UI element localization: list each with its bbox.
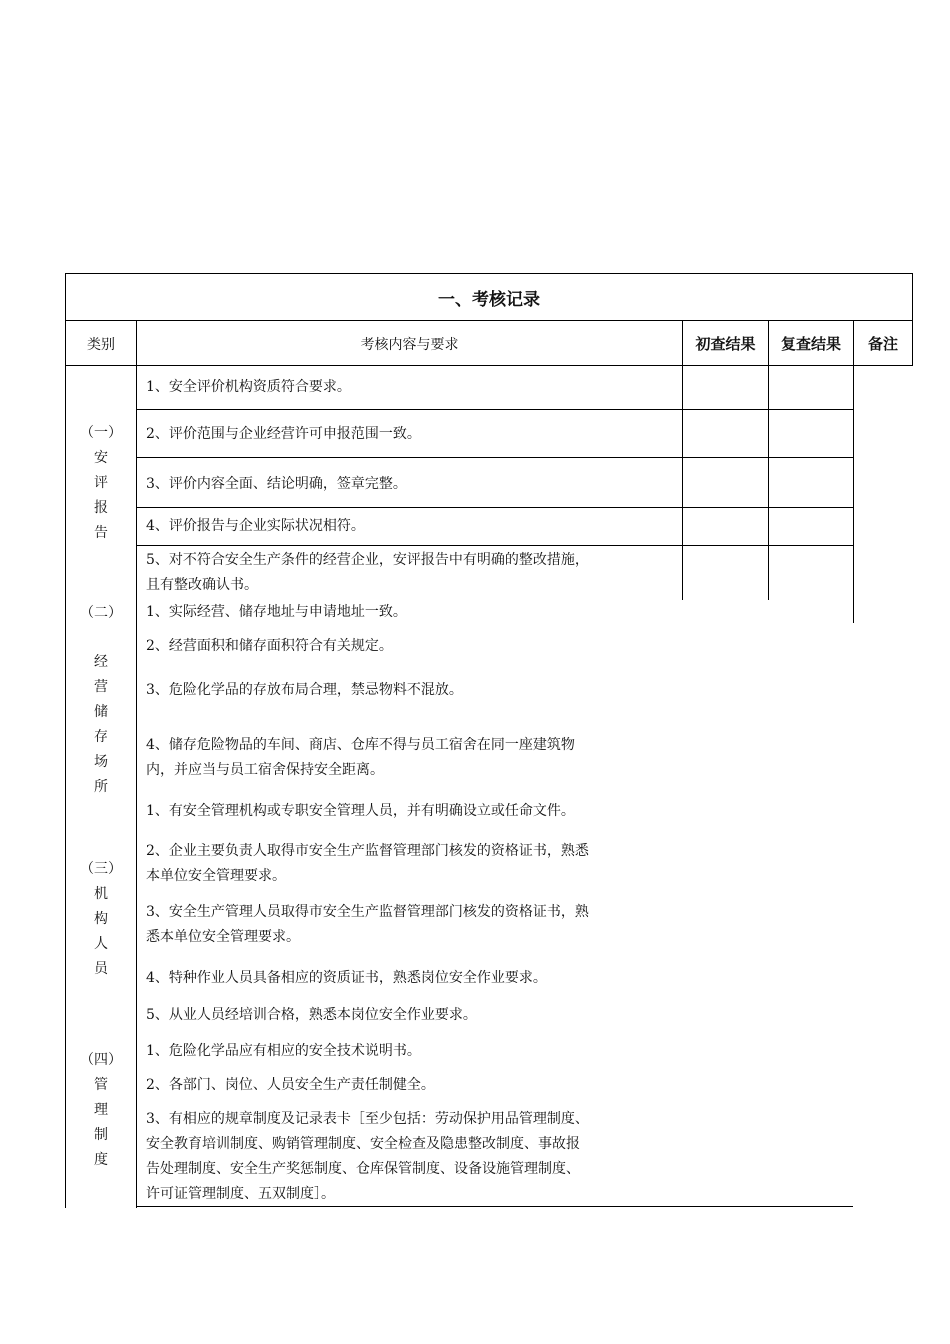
category-char: 构 (94, 911, 108, 927)
category-number: （三） (80, 861, 122, 877)
requirement-item: 3、有相应的规章制度及记录表卡［至少包括：劳动保护用品管理制度、 安全教育培训制度、购销管理制度、安全检查及隐患整改制度、事故报 告处理制度、安全生产奖惩制度、仓库保管制度、设备设施管理制度、 许可证管理制度、五双制度］。 (146, 1111, 589, 1202)
category-char: 储 (94, 704, 108, 720)
requirement-item: 1、危险化学品应有相应的安全技术说明书。 (146, 1043, 421, 1059)
header-divider (65, 365, 913, 366)
category-char: 管 (94, 1077, 108, 1093)
requirement-item: 4、储存危险物品的车间、商店、仓库不得与员工宿舍在同一座建筑物 内，并应当与员工宿舍保持安全距离。 (146, 737, 575, 778)
category-number: （四） (80, 1052, 122, 1068)
col-divider-remark (853, 320, 854, 623)
category-char: 安 (94, 450, 108, 466)
title-divider (65, 320, 913, 321)
category-char: 告 (94, 525, 108, 541)
row-divider (136, 409, 853, 410)
header-content: 考核内容与要求 (360, 336, 459, 353)
category-char: 人 (94, 936, 108, 952)
table-title: 一、考核记录 (438, 289, 540, 310)
category-char: 制 (94, 1127, 108, 1143)
category-management-system (66, 1047, 136, 1173)
requirement-item: 1、安全评价机构资质符合要求。 (146, 379, 351, 395)
category-number: （一） (80, 425, 122, 441)
category-char: 报 (94, 500, 108, 516)
requirement-item: 5、对不符合安全生产条件的经营企业，安评报告中有明确的整改措施， 且有整改确认书。 (146, 552, 589, 593)
row-divider (136, 457, 853, 458)
category-organization-personnel (66, 856, 136, 982)
category-char: 所 (94, 779, 108, 795)
category-number: （二） (80, 605, 122, 621)
category-char: 评 (94, 475, 108, 491)
category-char: 营 (94, 679, 108, 695)
requirement-item: 1、实际经营、储存地址与申请地址一致。 (146, 604, 407, 620)
category-safety-assessment-report (66, 420, 136, 546)
header-category: 类别 (87, 336, 115, 353)
category-char: 经 (94, 654, 108, 670)
category-char: 场 (94, 754, 108, 770)
header-initial-result: 初查结果 (695, 335, 756, 353)
requirement-item: 3、评价内容全面、结论明确，签章完整。 (146, 476, 407, 492)
requirement-item: 5、从业人员经培训合格，熟悉本岗位安全作业要求。 (146, 1007, 477, 1023)
requirement-item: 4、特种作业人员具备相应的资质证书，熟悉岗位安全作业要求。 (146, 970, 547, 986)
category-char: 度 (94, 1152, 108, 1168)
requirement-item: 4、评价报告与企业实际状况相符。 (146, 518, 365, 534)
category-char: 员 (94, 961, 108, 977)
row-divider (136, 545, 853, 546)
col-divider-category (136, 320, 137, 1208)
requirement-item: 1、有安全管理机构或专职安全管理人员，并有明确设立或任命文件。 (146, 803, 575, 819)
header-recheck-result: 复查结果 (780, 335, 841, 353)
header-remark: 备注 (867, 335, 898, 353)
requirement-item: 2、各部门、岗位、人员安全生产责任制健全。 (146, 1077, 435, 1093)
category-char: 存 (94, 729, 108, 745)
requirement-item: 2、企业主要负责人取得市安全生产监督管理部门核发的资格证书，熟悉 本单位安全管理要求。 (146, 843, 589, 884)
category-char: 机 (94, 886, 108, 902)
row-divider (136, 507, 853, 508)
requirement-item: 2、经营面积和储存面积符合有关规定。 (146, 638, 393, 654)
requirement-item: 3、危险化学品的存放布局合理，禁忌物料不混放。 (146, 682, 463, 698)
category-business-storage-site (66, 600, 136, 800)
category-char: 理 (94, 1102, 108, 1118)
requirement-item: 2、评价范围与企业经营许可申报范围一致。 (146, 426, 421, 442)
requirement-item: 3、安全生产管理人员取得市安全生产监督管理部门核发的资格证书，熟 悉本单位安全管理要求。 (146, 904, 589, 945)
